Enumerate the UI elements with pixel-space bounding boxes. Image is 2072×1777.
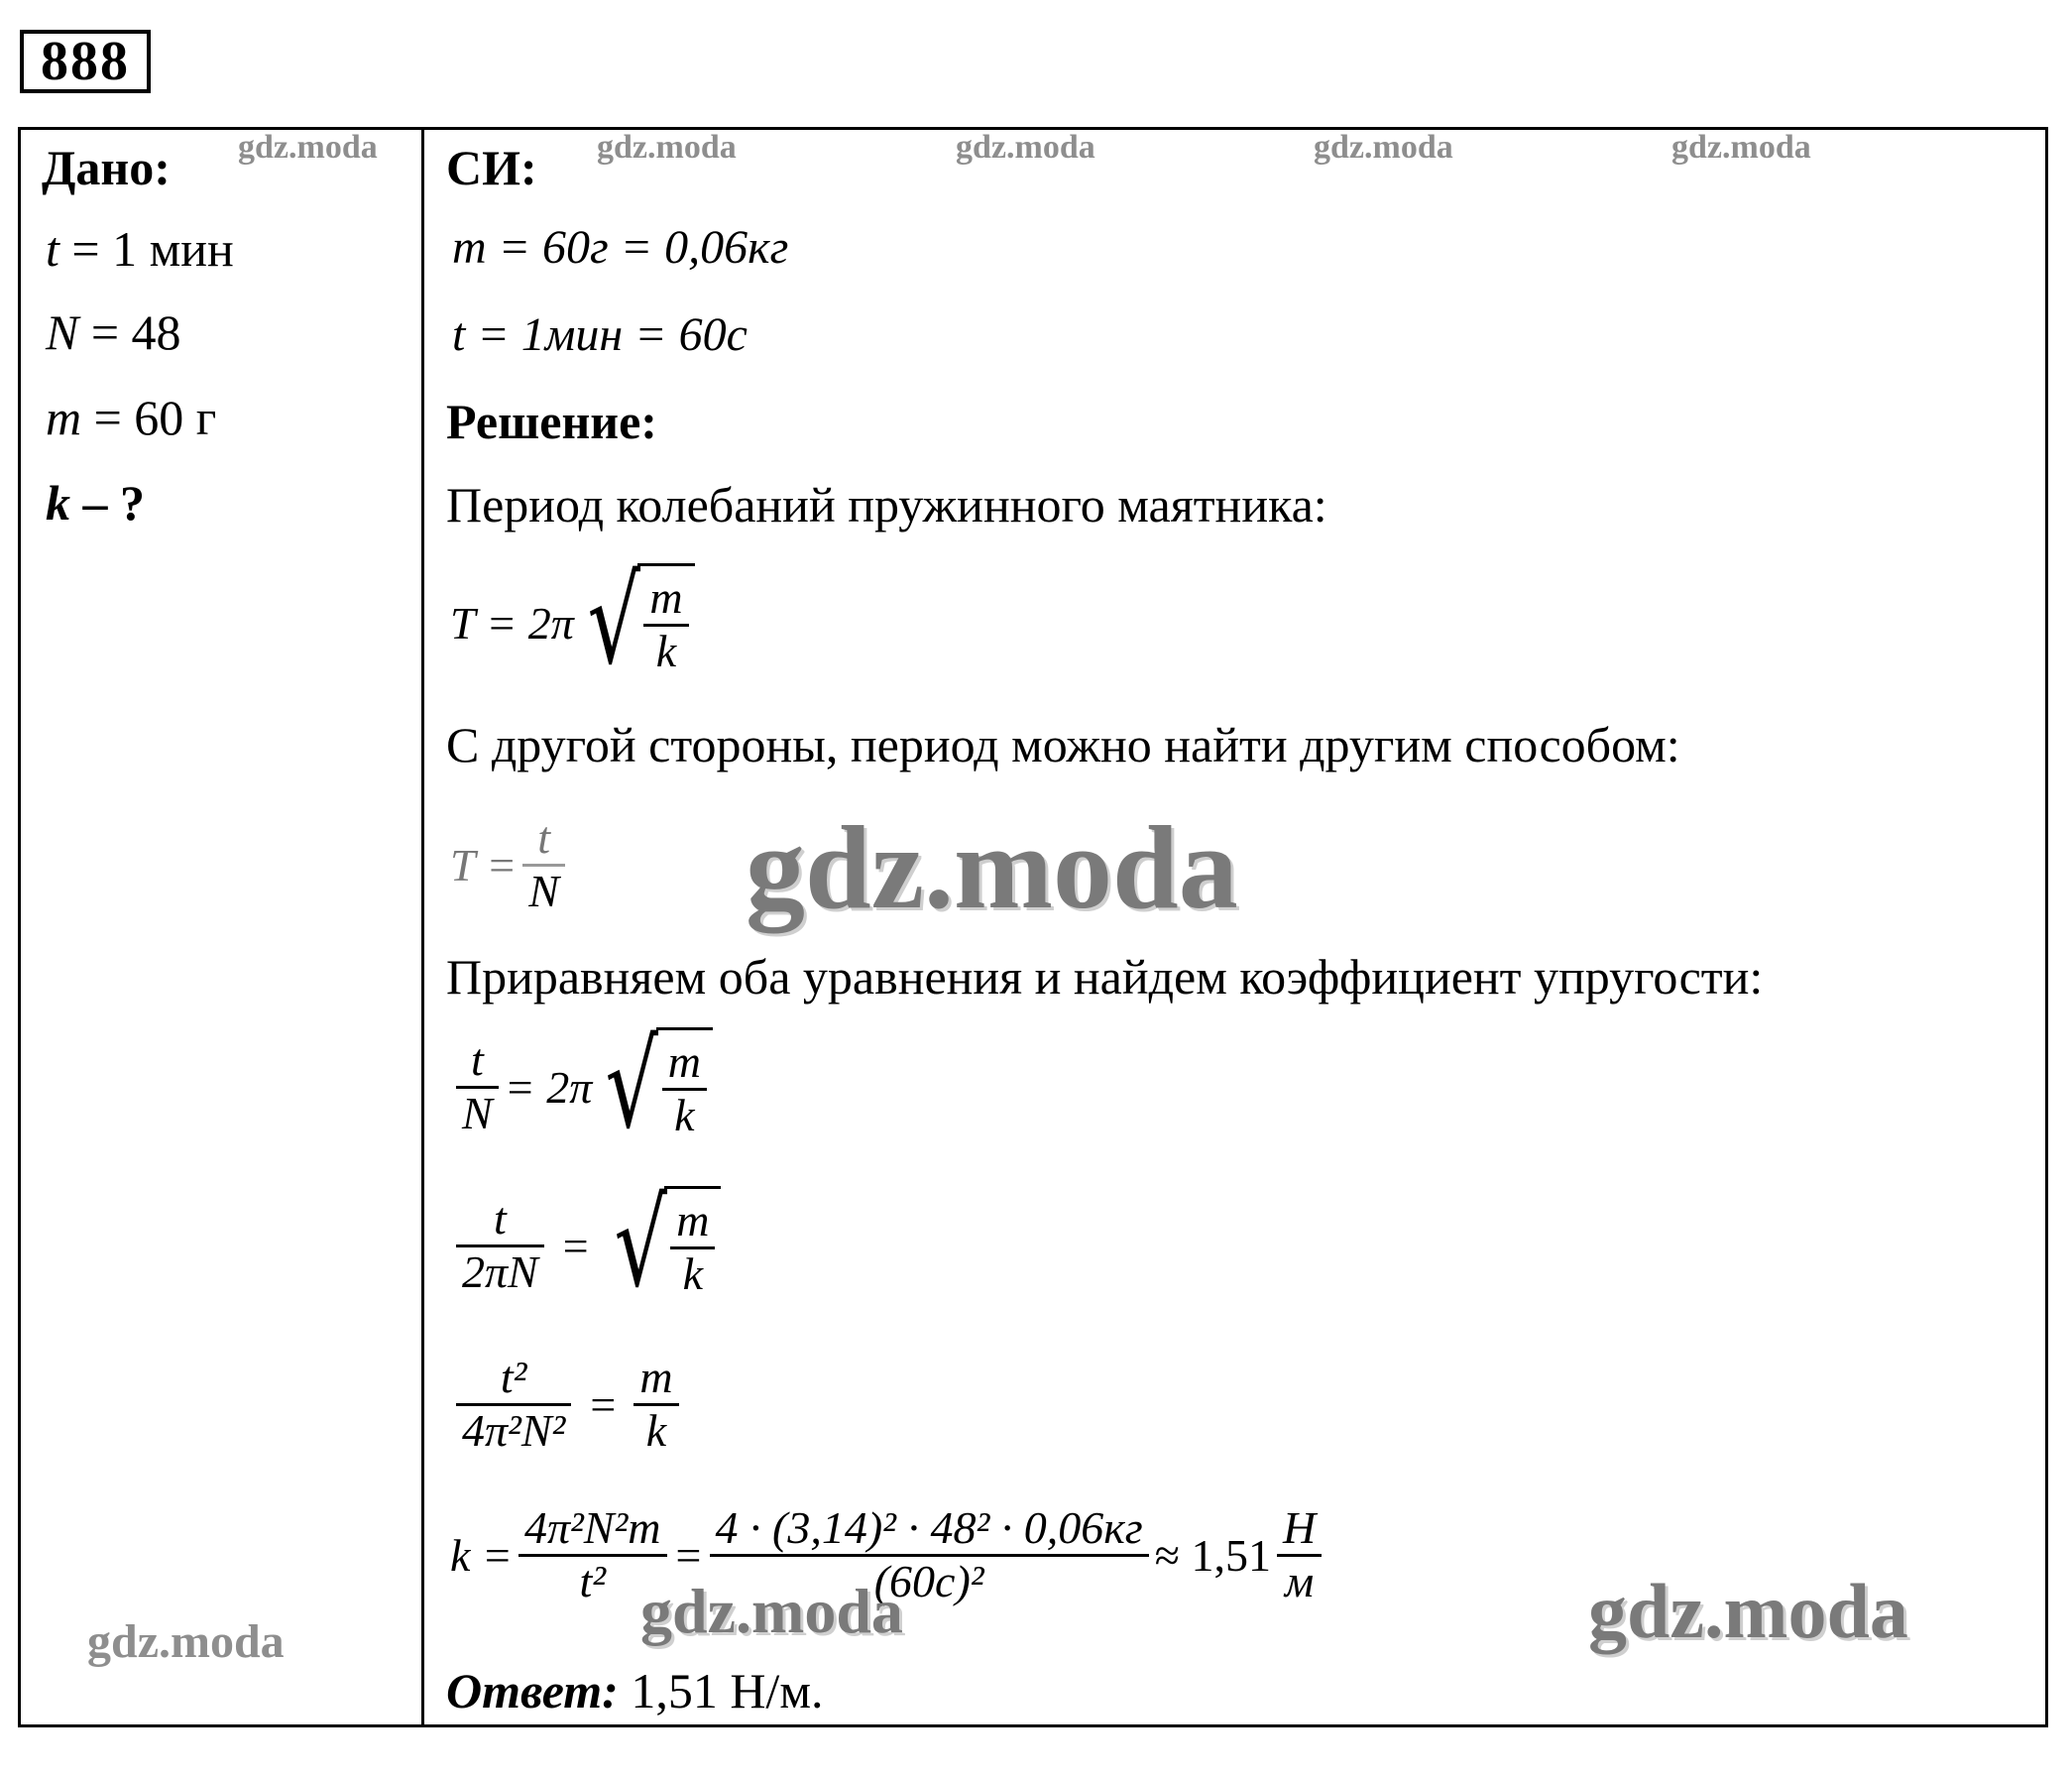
watermark: gdz.moda (956, 129, 1095, 166)
solution-text-3: Приравняем оба уравнения и найдем коэффициент упругости: (446, 949, 1764, 1005)
watermark: gdz.moda (640, 1576, 903, 1646)
watermark: gdz.moda (597, 129, 737, 166)
answer-line (446, 1662, 823, 1719)
watermark: gdz.moda (1588, 1568, 1908, 1654)
watermark: gdz.moda (87, 1615, 285, 1668)
answer-value: 1,51 Н/м. (618, 1663, 824, 1718)
formula-period-count: T = $\frac{t}{N}$ (450, 813, 571, 916)
given-line-n: N = 48 (46, 304, 181, 360)
watermark: gdz.moda (1314, 129, 1453, 166)
formula-squared: $\frac{\text{t²}}{\text{4π²N²}}$ = $\frac{m}{k}$ (450, 1353, 685, 1456)
si-line-time: t = 1мин = 60с (452, 308, 748, 361)
column-divider (421, 127, 424, 1727)
formula-result: k = $\frac{\text{4π²N²m}}{\text{t²}}$ = $\frac{\text{4 · (3,14)² · 48² · 0,06кг}}{\text{(60с)²}}$ ≈ 1,51 $\frac{Н}{м}$ (450, 1503, 1327, 1606)
formula-equate-1: $\frac{t}{N}$ = 2π √ $\frac{m}{k}$ (450, 1027, 713, 1146)
given-header: Дано: (42, 140, 171, 195)
solution-text-1: Период колебаний пружинного маятника: (446, 477, 1327, 533)
si-line-mass: m = 60г = 0,06кг (452, 221, 789, 274)
given-line-k: k – ? (46, 475, 145, 531)
formula-equate-2: $\frac{t}{2\pi N}$ = √ $\frac{m}{k}$ (450, 1186, 721, 1305)
sqrt-symbol: √ $\frac{m}{k}$ (576, 563, 695, 682)
solution-text-2: С другой стороны, период можно найти другим способом: (446, 717, 1680, 772)
watermark: gdz.moda (746, 801, 1238, 933)
given-line-t: t = 1 мин (46, 221, 234, 277)
solution-header: Решение: (446, 394, 657, 449)
problem-number: 888 (20, 30, 151, 93)
answer-label: Ответ: (446, 1663, 619, 1718)
watermark: gdz.moda (1671, 129, 1811, 166)
watermark: gdz.moda (238, 129, 378, 166)
given-line-m: m = 60 г (46, 390, 217, 445)
formula-period-spring: T = 2π √ $\frac{m}{k}$ (450, 563, 695, 682)
si-header: СИ: (446, 140, 537, 195)
